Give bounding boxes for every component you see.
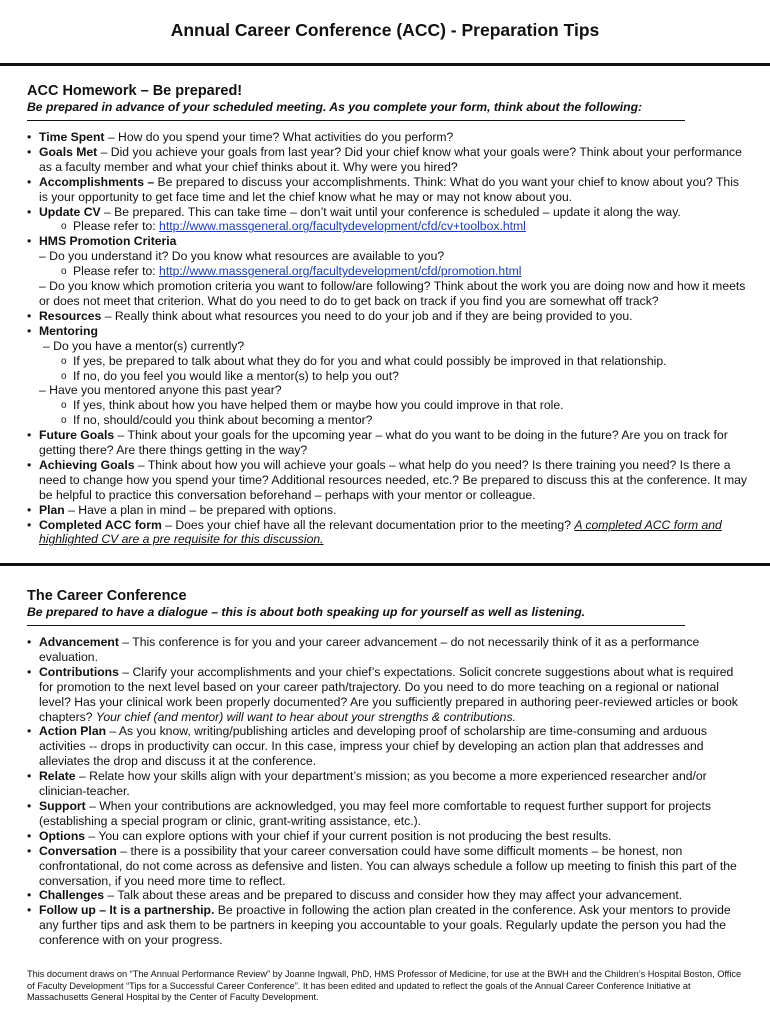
list-item: • Completed ACC form – Does your chief have all the relevant documentation prior to the meeting? A completed ACC form and highlighted CV are a pre requisite for this discussion. <box>27 518 747 548</box>
conference-list <box>27 635 747 948</box>
list-item: • Accomplishments – Be prepared to discuss your accomplishments. Think: What do you want your chief to know about you? This is your opportunity to get face time and let the chief know what he may or may not know about you. <box>27 175 747 205</box>
homework-heading: ACC Homework – Be prepared! <box>27 83 243 99</box>
footer-note: This document draws on “The Annual Performance Review” by Joanne Ingwall, PhD, HMS Professor of Medicine, for use at the BWH and the Children’s Hospital Boston, Office of Faculty Development “Tips for a Successful Career Conference”. It has been edited and updated to reflect the goals of the Annual Career Conference Initiative at Massachusetts General Hospital by the Center of Faculty Development. <box>27 969 742 1003</box>
conference-heading: The Career Conference <box>27 588 187 604</box>
list-item: • Resources – Really think about what resources you need to do your job and if they are being provided to you. <box>27 309 747 324</box>
homework-subheading: Be prepared in advance of your scheduled meeting. As you complete your form, think about the following: <box>27 100 643 114</box>
sub-item: o If yes, think about how you have helped them or maybe how you could improve in that role. <box>39 398 747 413</box>
cv-toolbox-link[interactable]: http://www.massgeneral.org/facultydevelopment/cfd/cv+toolbox.html <box>159 219 526 234</box>
list-item: • Conversation – there is a possibility that your career conversation could have some difficult moments – be honest, non confrontational, do not come across as defensive and listen. You can always schedule a follow up meeting to finish this part of the conversation, if you need more time to reflect. <box>27 844 747 889</box>
list-item: • Relate – Relate how your skills align with your department’s mission; as you become a more experienced researcher and/or clinician-teacher. <box>27 769 747 799</box>
sub-item: o If yes, be prepared to talk about what they do for you and what could possibly be improved in that relationship. <box>39 354 747 369</box>
list-item: • Advancement – This conference is for you and your career advancement – do not necessarily think of it as a performance evaluation. <box>27 635 747 665</box>
conference-subheading: Be prepared to have a dialogue – this is about both speaking up for yourself as well as listening. <box>27 605 586 619</box>
list-item: • Update CV – Be prepared. This can take time – don’t wait until your conference is scheduled – update it along the way. o Please refer to: http://www.massgeneral.org/facultydevelopment/cfd/cv+toolbox.html <box>27 205 747 235</box>
list-item: • Challenges – Talk about these areas and be prepared to discuss and consider how they may affect your advancement. <box>27 888 747 903</box>
sub-item: o Please refer to: http://www.massgeneral.org/facultydevelopment/cfd/promotion.html <box>39 264 747 279</box>
list-item: • Goals Met – Did you achieve your goals from last year? Did your chief know what your goals were? Think about your performance as a faculty member and what your chief thinks about it. Why were you hired? <box>27 145 747 175</box>
list-item: • HMS Promotion Criteria – Do you understand it? Do you know what resources are available to you? o Please refer to: http://www.massgeneral.org/facultydevelopment/cfd/promotion.html – Do you know which promotion criteria you want to follow/are following? Think about the work you are doing now and how it meets or does not meet that criterion. What do you need to do to get back on track if you find you are somewhat off track? <box>27 234 747 309</box>
list-item: • Mentoring – Do you have a mentor(s) currently? o If yes, be prepared to talk about what they do for you and what could possibly be improved in that relationship. o If no, do you feel you would like a mentor(s) to help you out? – Have you mentored anyone this past year? o If yes, think about how you have helped them or maybe how you could improve in that role. o If no, should/could you think about becoming a mentor? <box>27 324 747 428</box>
list-item: • Future Goals – Think about your goals for the upcoming year – what do you want to be doing in the future? Are you on track for getting there? Are there things getting in the way? <box>27 428 747 458</box>
sub-item: o If no, do you feel you would like a mentor(s) to help you out? <box>39 369 747 384</box>
sub-item: o Please refer to: http://www.massgeneral.org/facultydevelopment/cfd/cv+toolbox.html <box>39 219 747 234</box>
homework-section <box>27 82 747 547</box>
list-item: • Support – When your contributions are acknowledged, you may feel more comfortable to request further support for projects (establishing a special program or clinic, grant-writing assistance, etc.). <box>27 799 747 829</box>
list-item: • Achieving Goals – Think about how you will achieve your goals – what help do you need? Is there training you need? Is there a need to change how you spend your time? Additional resources needed, etc.? Be prepared to discuss this at the conference. It may be helpful to practice this conversation beforehand – perhaps with your mentor or colleague. <box>27 458 747 503</box>
conference-section <box>27 587 747 948</box>
conference-divider <box>27 625 685 626</box>
promotion-link[interactable]: http://www.massgeneral.org/facultydevelopment/cfd/promotion.html <box>159 264 522 279</box>
list-item: • Options – You can explore options with your chief if your current position is not producing the best results. <box>27 829 747 844</box>
homework-divider <box>27 120 685 121</box>
list-item: • Time Spent – How do you spend your time? What activities do you perform? <box>27 130 747 145</box>
homework-list <box>27 130 747 547</box>
list-item: • Action Plan – As you know, writing/publishing articles and developing proof of scholarship are time-consuming and arduous activities -- drops in productivity can occur. In this case, impress your chief by developing an action plan that addresses and alleviates the drop and discuss it at the conference. <box>27 724 747 769</box>
sub-item: o If no, should/could you think about becoming a mentor? <box>39 413 747 428</box>
list-item: • Follow up – It is a partnership. Be proactive in following the action plan created in the conference. Ask your mentors to provide any further tips and ask them to be partners in keeping you accountable to your goals. Regularly update the person you had the conference with on your progress. <box>27 903 747 948</box>
page-title: Annual Career Conference (ACC) - Preparation Tips <box>170 20 600 40</box>
list-item: • Contributions – Clarify your accomplishments and your chief’s expectations. Solicit concrete suggestions about what is required for promotion to the next level based on your career path/trajectory. Do you need to do more teaching on a regional or national level? Has your clinical work been properly documented? Are you sufficiently prepared in authoring peer-reviewed articles or book chapters? Your chief (and mentor) will want to hear about your strengths & contributions. <box>27 665 747 725</box>
title-divider <box>0 63 770 66</box>
list-item: • Plan – Have a plan in mind – be prepared with options. <box>27 503 747 518</box>
section-divider <box>0 563 770 566</box>
